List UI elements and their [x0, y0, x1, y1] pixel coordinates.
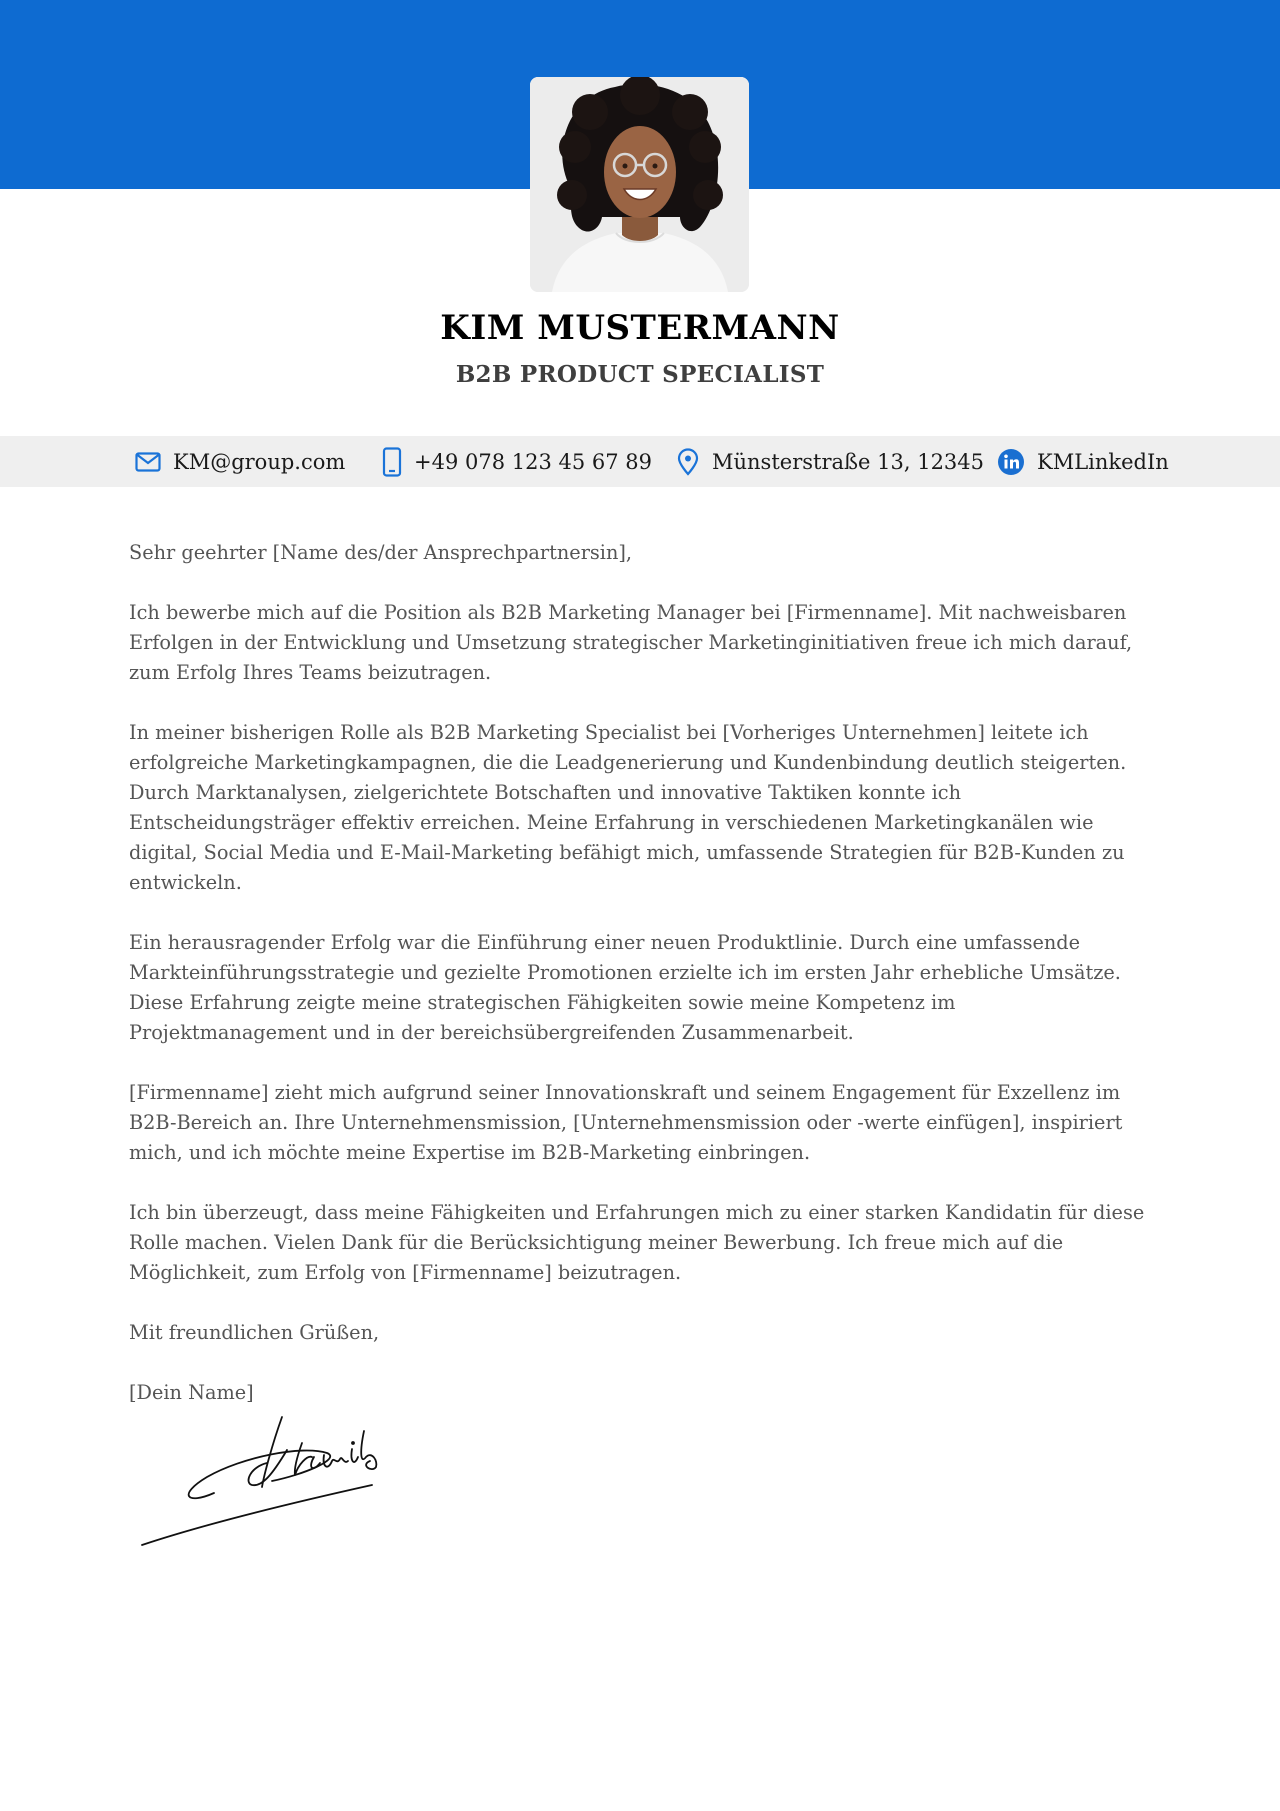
- letter-paragraph: Ein herausragender Erfolg war die Einführung einer neuen Produktlinie. Durch eine umfassende Markteinführungsstrategie und gezielte Promotionen erzielte ich im ersten Jahr erhebliche Umsätze. Diese Erfahrung zeigte meine strategischen Fähigkeiten sowie meine Kompetenz im Projektmanagement und in der bereichsübergreifenden Zusammenarbeit.: [129, 931, 1121, 1044]
- location-pin-icon: [676, 448, 700, 476]
- contact-bar: [0, 436, 1280, 487]
- signature-drawing: [132, 1405, 432, 1555]
- handwritten-signature: [132, 1405, 432, 1559]
- letter-paragraph: [Firmenname] zieht mich aufgrund seiner Innovationskraft und seinem Engagement für Exzellenz im B2B-Bereich an. Ihre Unternehmensmission, [Unternehmensmission oder -werte einfügen], inspiriert mich, und ich möchte meine Expertise im B2B-Marketing einbringen.: [129, 1081, 1123, 1164]
- phone-icon: [382, 447, 402, 477]
- letter-paragraph: In meiner bisherigen Rolle als B2B Marketing Specialist bei [Vorheriges Unternehmen] leitete ich erfolgreiche Marketingkampagnen, die die Leadgenerierung und Kundenbindung deutlich steigerten. Durch Marktanalysen, zielgerichtete Botschaften und innovative Taktiken konnte ich Entscheidungsträger effektiv erreichen. Meine Erfahrung in verschiedenen Marketingkanälen wie digital, Social Media und E-Mail-Marketing befähigt mich, umfassende Strategien für B2B-Kunden zu entwickeln.: [129, 721, 1127, 894]
- mail-icon: [135, 452, 161, 472]
- candidate-role: B2B PRODUCT SPECIALIST: [455, 361, 825, 388]
- letter-signer: [Dein Name]: [129, 1381, 254, 1404]
- letter-salutation: Sehr geehrter [Name des/der Ansprechpartnersin],: [129, 541, 633, 564]
- contact-phone-text: +49 078 123 45 67 89: [414, 449, 653, 474]
- contact-email-text: KM@group.com: [173, 449, 346, 474]
- contact-linkedin-text: KMLinkedIn: [1037, 449, 1169, 474]
- contact-phone[interactable]: [382, 436, 652, 487]
- contact-address[interactable]: [676, 436, 984, 487]
- profile-photo-illustration: [530, 77, 749, 292]
- letter-paragraph: Ich bin überzeugt, dass meine Fähigkeiten und Erfahrungen mich zu einer starken Kandidatin für diese Rolle machen. Vielen Dank für die Berücksichtigung meiner Bewerbung. Ich freue mich auf die Möglichkeit, zum Erfolg von [Firmenname] beizutragen.: [129, 1201, 1145, 1284]
- letter-paragraph: Ich bewerbe mich auf die Position als B2B Marketing Manager bei [Firmenname]. Mit nachweisbaren Erfolgen in der Entwicklung und Umsetzung strategischer Marketinginitiativen freue ich mich darauf, zum Erfolg Ihres Teams beizutragen.: [129, 601, 1133, 684]
- contact-linkedin[interactable]: [997, 436, 1169, 487]
- letter-body: [129, 538, 1159, 1438]
- letter-closing: Mit freundlichen Grüßen,: [129, 1321, 380, 1344]
- contact-email[interactable]: [135, 436, 345, 487]
- profile-photo: [530, 77, 749, 292]
- linkedin-icon: [997, 448, 1025, 476]
- contact-address-text: Münsterstraße 13, 12345: [712, 449, 985, 474]
- candidate-name: KIM MUSTERMANN: [440, 308, 840, 348]
